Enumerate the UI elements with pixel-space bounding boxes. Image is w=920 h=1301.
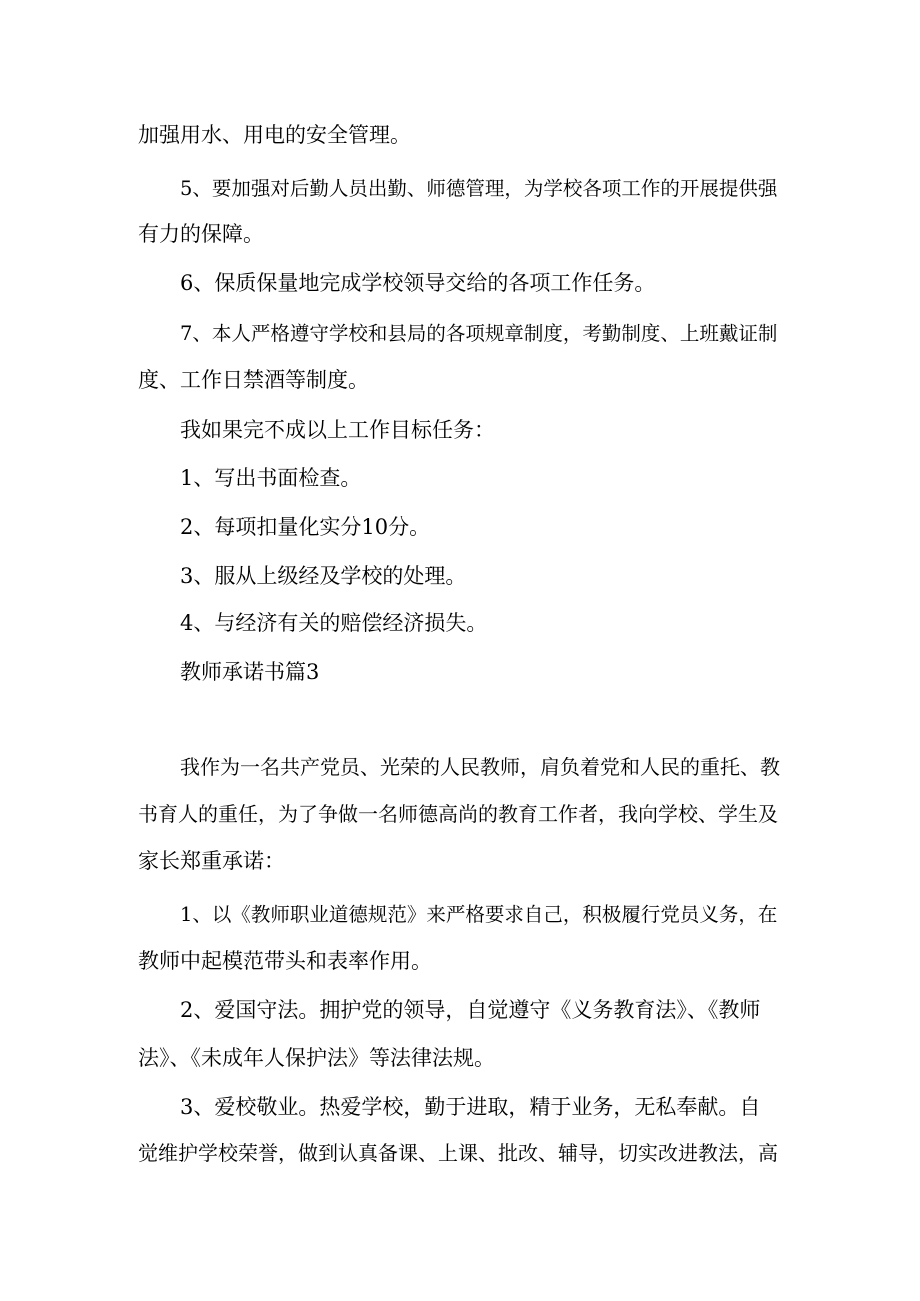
text-line: 4、与经济有关的赔偿经济损失。 [180, 611, 488, 635]
text-line: 度、工作日禁酒等制度。 [138, 368, 369, 392]
text-line: 3、爱校敬业。热爱学校，勤于进取，精于业务，无私奉献。自 [180, 1095, 761, 1119]
text-line: 我作为一名共产党员、光荣的人民教师，肩负着党和人民的重托、教 [180, 755, 780, 779]
text-line: 书育人的重任，为了争做一名师德高尚的教育工作者，我向学校、学生及 [138, 802, 778, 826]
text-line: 7、本人严格遵守学校和县局的各项规章制度，考勤制度、上班戴证制 [180, 322, 778, 345]
text-line: 家长郑重承诺： [138, 849, 285, 873]
text-line: 2、每项扣量化实分10分。 [180, 515, 431, 539]
text-line: 1、写出书面检查。 [180, 466, 362, 490]
section-heading: 教师承诺书篇3 [180, 660, 320, 684]
text-line: 1、以《教师职业道德规范》来严格要求自己，积极履行党员义务，在 [180, 903, 778, 926]
text-line: 教师中起模范带头和表率作用。 [138, 949, 432, 973]
text-line: 有力的保障。 [138, 222, 264, 246]
text-line: 3、服从上级经及学校的处理。 [180, 564, 467, 588]
text-line: 6、保质保量地完成学校领导交给的各项工作任务。 [180, 271, 656, 295]
text-line: 法》、《未成年人保护法》等法律法规。 [138, 1046, 495, 1070]
text-line: 5、要加强对后勤人员出勤、师德管理，为学校各项工作的开展提供强 [180, 177, 778, 200]
text-line: 加强用水、用电的安全管理。 [138, 123, 411, 147]
text-line: 2、爱国守法。拥护党的领导，自觉遵守《义务教育法》、《教师 [180, 998, 761, 1022]
text-line: 觉维护学校荣誉，做到认真备课、上课、批改、辅导，切实改进教法，高 [138, 1141, 778, 1165]
text-line: 我如果完不成以上工作目标任务： [180, 418, 495, 442]
